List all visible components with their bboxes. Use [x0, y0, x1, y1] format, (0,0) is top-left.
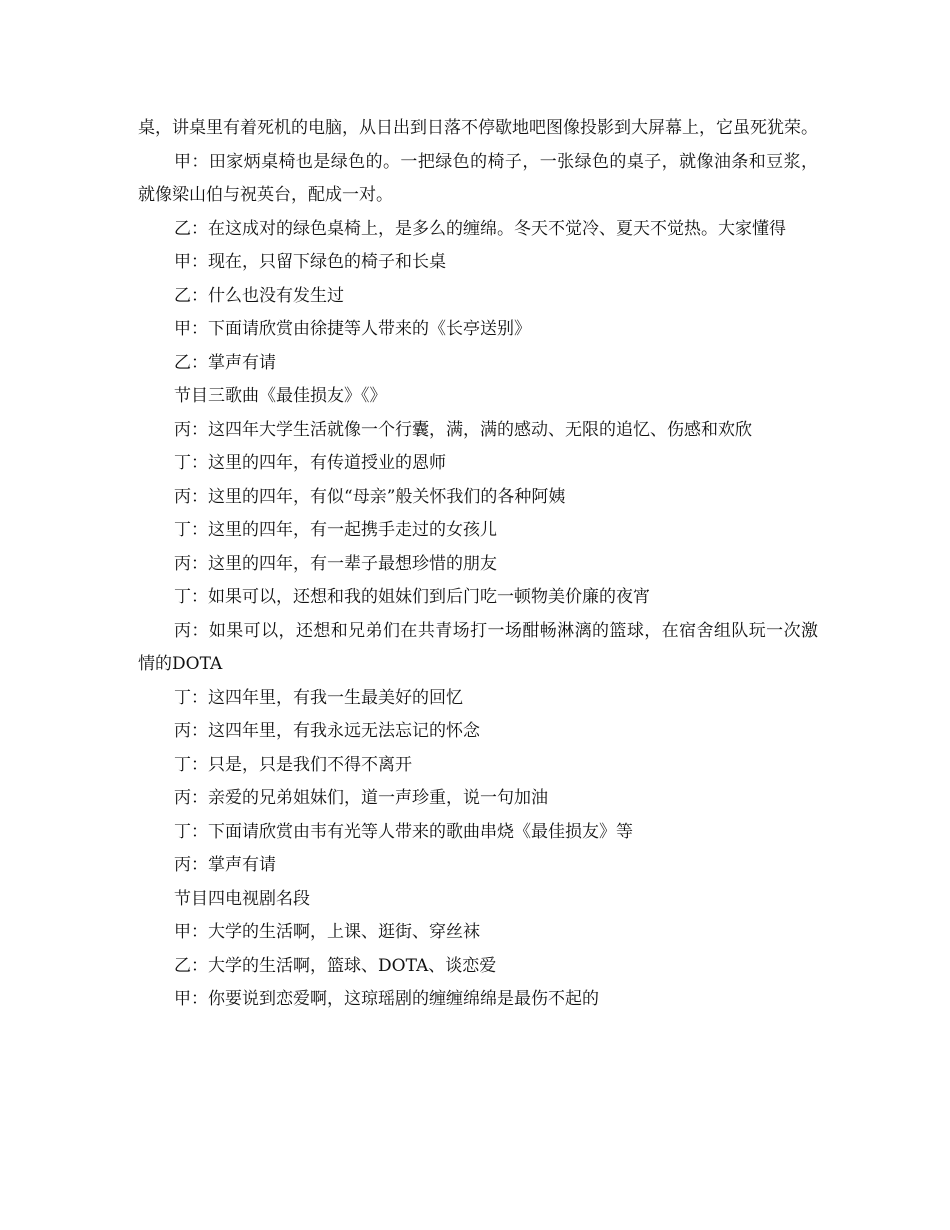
paragraph: 丁：如果可以，还想和我的姐妹们到后门吃一顿物美价廉的夜宵 [174, 587, 650, 607]
paragraph: 甲：你要说到恋爱啊，这琼瑶剧的缠缠绵绵是最伤不起的 [174, 989, 599, 1009]
paragraph: 丙：掌声有请 [174, 855, 276, 875]
paragraph: 丙：这里的四年，有似“母亲”般关怀我们的各种阿姨 [174, 486, 566, 507]
paragraph: 丙：这四年里，有我永远无法忘记的怀念 [174, 721, 480, 741]
paragraph: 丙：如果可以，还想和兄弟们在共青场打一场酣畅淋漓的篮球，在宿舍组队玩一次激情的DOTA [138, 620, 818, 674]
paragraph: 桌，讲桌里有着死机的电脑，从日出到日落不停歇地吧图像投影到大屏幕上，它虽死犹荣。 [138, 118, 818, 138]
paragraph: 丁：这里的四年，有一起携手走过的女孩儿 [174, 520, 497, 540]
paragraph: 甲：下面请欣赏由徐捷等人带来的《长亭送别》 [174, 319, 531, 339]
document-body [138, 112, 818, 1017]
paragraph: 丁：下面请欣赏由韦有光等人带来的歌曲串烧《最佳损友》等 [174, 821, 633, 842]
paragraph: 丁：这里的四年，有传道授业的恩师 [174, 453, 446, 473]
paragraph: 丙：亲爱的兄弟姐妹们，道一声珍重，说一句加油 [174, 788, 548, 808]
paragraph: 乙：在这成对的绿色桌椅上，是多么的缠绵。冬天不觉冷、夏天不觉热。大家懂得 [174, 218, 786, 239]
paragraph: 乙：大学的生活啊，篮球、DOTA、谈恋爱 [174, 955, 497, 976]
paragraph: 乙：什么也没有发生过 [174, 285, 344, 306]
section-heading: 节目四电视剧名段 [174, 888, 310, 909]
paragraph: 乙：掌声有请 [174, 352, 276, 373]
section-heading: 节目三歌曲《最佳损友》《》 [174, 386, 387, 406]
paragraph: 丙：这里的四年，有一辈子最想珍惜的朋友 [174, 553, 497, 574]
paragraph: 甲：田家炳桌椅也是绿色的。一把绿色的椅子，一张绿色的桌子，就像油条和豆浆，就像梁山伯与祝英台，配成一对。 [138, 151, 818, 205]
paragraph: 甲：现在，只留下绿色的椅子和长桌 [174, 252, 446, 272]
paragraph: 丁：这四年里，有我一生最美好的回忆 [174, 687, 463, 708]
paragraph: 甲：大学的生活啊，上课、逛街、穿丝袜 [174, 922, 480, 942]
paragraph: 丙：这四年大学生活就像一个行囊，满，满的感动、无限的追忆、伤感和欢欣 [174, 419, 752, 440]
paragraph: 丁：只是，只是我们不得不离开 [174, 754, 412, 775]
